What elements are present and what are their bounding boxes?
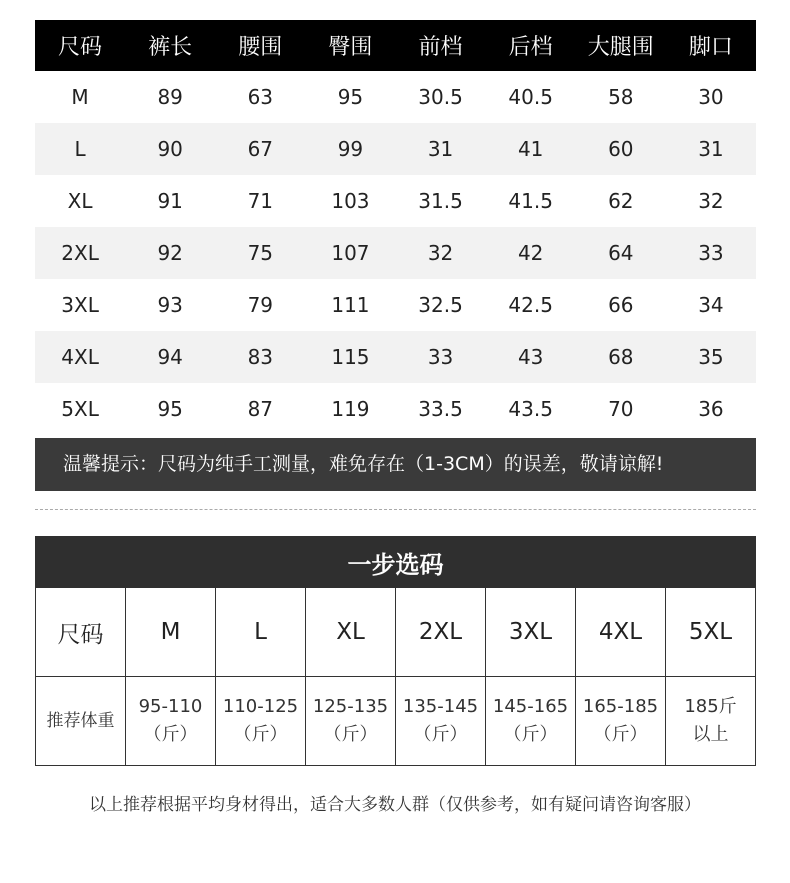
weight-unit: （斤） bbox=[323, 724, 378, 745]
weight-range: 125-135 bbox=[312, 696, 389, 717]
table-cell: 35 bbox=[666, 331, 756, 383]
quick-size-title: 一步选码 bbox=[36, 537, 756, 588]
measurement-tip-banner bbox=[35, 438, 756, 491]
weight-unit: 以上 bbox=[692, 724, 729, 745]
size-chart-header-row bbox=[35, 20, 756, 71]
table-cell: 33 bbox=[666, 227, 756, 279]
size-cell: 4XL bbox=[576, 588, 666, 677]
table-cell: 111 bbox=[331, 293, 370, 317]
quick-size-table bbox=[35, 536, 756, 766]
table-cell: 115 bbox=[305, 331, 395, 383]
table-row bbox=[35, 227, 756, 279]
table-cell: 36 bbox=[698, 397, 724, 421]
table-cell: 67 bbox=[215, 123, 305, 175]
table-cell: 99 bbox=[305, 123, 395, 175]
table-cell: 42 bbox=[486, 227, 576, 279]
weight-unit: （斤） bbox=[593, 724, 648, 745]
tip-label: 温馨提示： bbox=[63, 453, 159, 475]
table-cell: XL bbox=[67, 189, 93, 213]
table-cell: 93 bbox=[157, 293, 183, 317]
table-cell: 41.5 bbox=[508, 189, 553, 213]
table-cell: 87 bbox=[247, 397, 274, 421]
tip-text: 尺码为纯手工测量，难免存在（1-3CM）的误差，敬请谅解! bbox=[158, 453, 664, 475]
table-cell: 71 bbox=[247, 189, 274, 213]
table-cell: 4XL bbox=[35, 331, 125, 383]
size-cell: 3XL bbox=[486, 588, 576, 677]
weight-unit: （斤） bbox=[503, 724, 558, 745]
size-cell: XL bbox=[306, 588, 396, 677]
table-cell: 95 bbox=[157, 397, 183, 421]
table-cell: 95 bbox=[337, 85, 364, 109]
section-divider bbox=[35, 509, 756, 510]
size-row-label: 尺码 bbox=[36, 588, 126, 677]
table-cell: 58 bbox=[608, 85, 634, 109]
weight-row-label: 推荐体重 bbox=[36, 677, 126, 766]
quick-size-size-row bbox=[36, 588, 756, 677]
weight-range: 145-165 bbox=[492, 696, 569, 717]
header-size: 尺码 bbox=[35, 20, 125, 71]
table-cell: M bbox=[71, 85, 89, 109]
table-cell: 64 bbox=[576, 227, 666, 279]
table-cell: 30.5 bbox=[418, 85, 463, 109]
table-cell: 3XL bbox=[61, 293, 99, 317]
size-cell: L bbox=[216, 588, 306, 677]
table-cell: 43 bbox=[486, 331, 576, 383]
table-cell: 40.5 bbox=[508, 85, 553, 109]
weight-range: 165-185 bbox=[582, 696, 659, 717]
table-cell: 62 bbox=[608, 189, 634, 213]
table-cell: 33.5 bbox=[418, 397, 463, 421]
table-cell: 66 bbox=[608, 293, 634, 317]
table-cell: 31 bbox=[396, 123, 486, 175]
size-chart-table bbox=[35, 20, 756, 435]
table-cell: 68 bbox=[576, 331, 666, 383]
table-cell: 5XL bbox=[61, 397, 99, 421]
size-cell: 2XL bbox=[396, 588, 486, 677]
table-cell: 91 bbox=[157, 189, 183, 213]
recommendation-footnote: 以上推荐根据平均身材得出，适合大多数人群（仅供参考，如有疑问请咨询客服） bbox=[89, 795, 701, 815]
table-cell: L bbox=[35, 123, 125, 175]
header-thigh: 大腿围 bbox=[576, 20, 666, 71]
table-cell: 75 bbox=[215, 227, 305, 279]
table-cell: 119 bbox=[331, 397, 370, 421]
header-hip: 臀围 bbox=[305, 20, 395, 71]
table-cell: 89 bbox=[157, 85, 183, 109]
table-cell: 31.5 bbox=[418, 189, 463, 213]
weight-unit: （斤） bbox=[143, 724, 198, 745]
header-waist: 腰围 bbox=[215, 20, 305, 71]
weight-cell bbox=[306, 677, 396, 766]
weight-cell bbox=[486, 677, 576, 766]
table-row bbox=[35, 71, 756, 123]
table-cell: 33 bbox=[396, 331, 486, 383]
header-leg-opening: 脚口 bbox=[666, 20, 756, 71]
table-cell: 42.5 bbox=[508, 293, 553, 317]
table-cell: 32.5 bbox=[418, 293, 463, 317]
weight-cell bbox=[576, 677, 666, 766]
weight-cell bbox=[396, 677, 486, 766]
table-cell: 31 bbox=[666, 123, 756, 175]
header-front-rise: 前档 bbox=[396, 20, 486, 71]
weight-unit: （斤） bbox=[233, 724, 288, 745]
table-row bbox=[35, 383, 756, 435]
header-back-rise: 后档 bbox=[486, 20, 576, 71]
table-row bbox=[35, 331, 756, 383]
weight-range: 185斤 bbox=[684, 696, 737, 717]
table-cell: 34 bbox=[698, 293, 724, 317]
table-cell: 90 bbox=[125, 123, 215, 175]
weight-range: 135-145 bbox=[402, 696, 479, 717]
table-row bbox=[35, 175, 756, 227]
table-cell: 63 bbox=[247, 85, 274, 109]
table-cell: 2XL bbox=[35, 227, 125, 279]
table-cell: 32 bbox=[396, 227, 486, 279]
quick-size-title-row bbox=[36, 537, 756, 588]
table-cell: 41 bbox=[486, 123, 576, 175]
table-cell: 107 bbox=[305, 227, 395, 279]
table-cell: 60 bbox=[576, 123, 666, 175]
size-cell: M bbox=[126, 588, 216, 677]
weight-range: 95-110 bbox=[138, 696, 203, 717]
weight-cell bbox=[216, 677, 306, 766]
table-cell: 103 bbox=[331, 189, 370, 213]
table-cell: 79 bbox=[247, 293, 274, 317]
table-cell: 43.5 bbox=[508, 397, 553, 421]
weight-cell bbox=[666, 677, 756, 766]
weight-range: 110-125 bbox=[222, 696, 299, 717]
table-cell: 70 bbox=[608, 397, 634, 421]
weight-cell bbox=[126, 677, 216, 766]
header-length: 裤长 bbox=[125, 20, 215, 71]
table-cell: 94 bbox=[125, 331, 215, 383]
table-cell: 32 bbox=[698, 189, 724, 213]
table-cell: 83 bbox=[215, 331, 305, 383]
table-cell: 92 bbox=[125, 227, 215, 279]
quick-size-weight-row bbox=[36, 677, 756, 766]
table-cell: 30 bbox=[698, 85, 724, 109]
weight-unit: （斤） bbox=[413, 724, 468, 745]
table-row bbox=[35, 279, 756, 331]
size-cell: 5XL bbox=[666, 588, 756, 677]
table-row bbox=[35, 123, 756, 175]
